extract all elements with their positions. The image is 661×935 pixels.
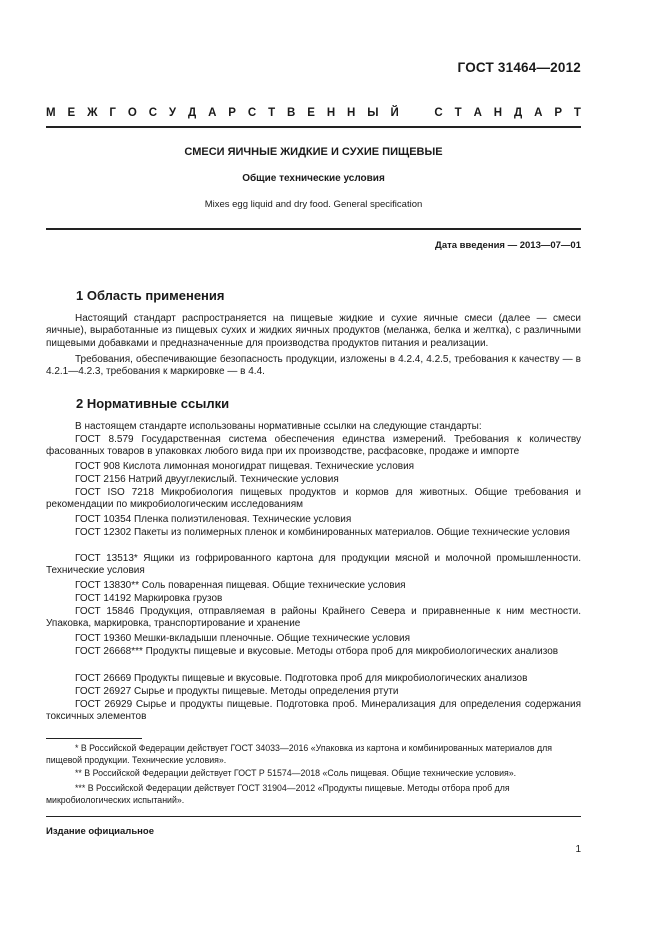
- footnote-separator: [46, 738, 142, 739]
- banner-letter: А: [534, 107, 543, 119]
- banner-letter: Д: [514, 107, 523, 119]
- reference-item: ГОСТ 26927 Сырье и продукты пищевые. Методы определения ртути: [75, 686, 399, 697]
- document-title: СМЕСИ ЯИЧНЫЕ ЖИДКИЕ И СУХИЕ ПИЩЕВЫЕ: [184, 146, 443, 158]
- official-edition-label: Издание официальное: [46, 826, 154, 837]
- banner-letter: С: [148, 107, 157, 119]
- footnote-2: ** В Российской Федерации действует ГОСТ Р 51574—2018 «Соль пищевая. Общие технические условия».: [75, 768, 517, 778]
- section-2-intro: В настоящем стандарте использованы нормативные ссылки на следующие стандарты:: [75, 421, 482, 432]
- banner-letter: Н: [326, 107, 336, 119]
- banner-letter: Ж: [87, 107, 98, 119]
- document-subtitle: Общие технические условия: [242, 173, 385, 184]
- banner-letter: Г: [109, 107, 116, 119]
- section-2-heading: 2 Нормативные ссылки: [76, 396, 230, 411]
- reference-item: ГОСТ ISO 7218 Микробиология пищевых продуктов и кормов для животных. Общие требования и рекомендации по микробиологическим исследованиям: [46, 487, 581, 511]
- banner-letter: Д: [187, 107, 197, 119]
- banner-letter: Е: [307, 107, 315, 119]
- banner-letter: Н: [347, 107, 356, 119]
- banner-letter: Й: [390, 107, 399, 119]
- page-number: 1: [575, 844, 581, 855]
- reference-item: ГОСТ 10354 Пленка полиэтиленовая. Технические условия: [75, 514, 352, 525]
- banner-letter: Е: [67, 107, 76, 119]
- banner-letter: С: [247, 107, 257, 119]
- section-1-heading: 1 Область применения: [76, 288, 225, 303]
- reference-item: ГОСТ 12302 Пакеты из полимерных пленок и комбинированных материалов. Общие технические условия: [75, 527, 570, 538]
- reference-item: ГОСТ 8.579 Государственная система обеспечения единства измерений. Требования к количеству фасованных товаров в упаковках любого вида при их производстве, расфасовке, продаже и импорте: [46, 434, 581, 458]
- top-rule: [46, 126, 581, 128]
- reference-item: ГОСТ 14192 Маркировка грузов: [75, 593, 223, 604]
- reference-item: ГОСТ 26668*** Продукты пищевые и вкусовые. Методы отбора проб для микробиологических анализов: [75, 646, 559, 657]
- gost-code: ГОСТ 31464—2012: [457, 60, 581, 75]
- reference-item: ГОСТ 2156 Натрий двууглекислый. Технические условия: [75, 474, 339, 485]
- reference-item: ГОСТ 13830** Соль поваренная пищевая. Общие технические условия: [75, 580, 406, 591]
- banner-letter: А: [473, 107, 482, 119]
- english-title: Mixes egg liquid and dry food. General specification: [204, 199, 423, 210]
- banner-letter: Р: [554, 107, 563, 119]
- footnote-3: *** В Российской Федерации действует ГОСТ 31904—2012 «Продукты пищевые. Методы отбора проб для микробиологических испытаний».: [46, 783, 510, 805]
- title-rule: [46, 228, 581, 230]
- reference-item: ГОСТ 26929 Сырье и продукты пищевые. Подготовка проб. Минерализация для определения содержания токсичных элементов: [46, 699, 581, 723]
- banner-letter: О: [127, 107, 137, 119]
- footnote-1: * В Российской Федерации действует ГОСТ 34033—2016 «Упаковка из картона и комбинированных материалов для пищевой продукции. Технические условия».: [46, 743, 552, 765]
- section-1-paragraph-1: Настоящий стандарт распространяется на пищевые жидкие и сухие яичные смеси (далее — смеси яичные), выработанные из пищевых сухих и жидких яичных продуктов (меланжа, белка и желтка), с различными пищевыми добавками и предназначенные для производства продуктов питания и реализации.: [46, 313, 581, 349]
- intro-date: Дата введения — 2013—07—01: [435, 240, 581, 251]
- banner-letter: Т: [268, 107, 276, 119]
- reference-item: ГОСТ 908 Кислота лимонная моногидрат пищевая. Технические условия: [75, 461, 415, 472]
- banner-letter: Т: [573, 107, 581, 119]
- banner-letter: Р: [228, 107, 236, 119]
- reference-item: ГОСТ 13513* Ящики из гофрированного картона для продукции мясной и молочной промышленности. Технические условия: [46, 553, 581, 577]
- footer-rule: [46, 816, 581, 817]
- reference-item: ГОСТ 15846 Продукция, отправляемая в районы Крайнего Севера и приравненные к ним местности. Упаковка, маркировка, транспортирование и хранение: [46, 606, 581, 630]
- banner-letter: В: [287, 107, 296, 119]
- banner-letter: М: [46, 107, 56, 119]
- banner-letter: Ы: [367, 107, 379, 119]
- banner-letter: С: [434, 107, 443, 119]
- interstate-standard-banner: [46, 107, 581, 119]
- banner-letter: А: [208, 107, 217, 119]
- section-1-paragraph-2: Требования, обеспечивающие безопасность продукции, изложены в 4.2.4, 4.2.5, требования к качеству — в 4.2.1—4.2.3, требования к маркировке — в 4.4.: [46, 354, 581, 378]
- banner-letter: У: [168, 107, 177, 119]
- banner-letter: Н: [493, 107, 503, 119]
- reference-item: ГОСТ 19360 Мешки-вкладыши пленочные. Общие технические условия: [75, 633, 410, 644]
- banner-letter: Т: [454, 107, 462, 119]
- reference-item: ГОСТ 26669 Продукты пищевые и вкусовые. Подготовка проб для микробиологических анализов: [75, 673, 528, 684]
